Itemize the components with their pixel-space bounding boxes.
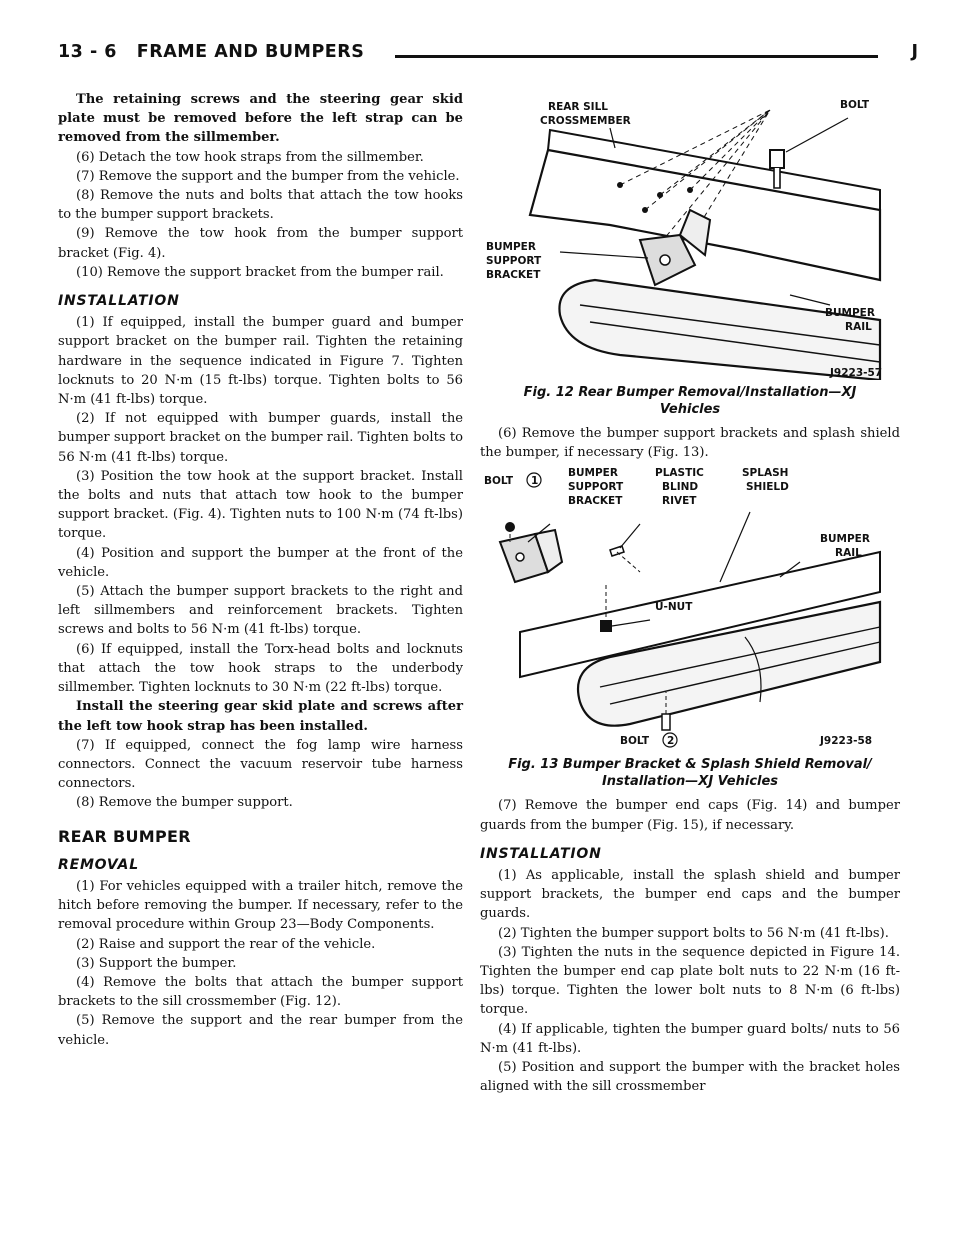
figure-13-caption-line-1: Fig. 13 Bumper Bracket & Splash Shield Removal/: [508, 757, 872, 773]
fig12-label-bracket-1: BUMPER: [486, 241, 536, 253]
fig12-label-rail-2: RAIL: [845, 321, 872, 333]
section-title: FRAME AND BUMPERS: [136, 42, 365, 62]
paragraph: (2) Raise and support the rear of the vehicle.: [76, 936, 376, 952]
paragraph: (4) Remove the bolts that attach the bumper support brackets to the sill crossmember (Fig. 12).: [58, 974, 463, 1010]
figure-12-caption-line-2: Vehicles: [659, 402, 721, 417]
figure-12-caption: [480, 384, 900, 418]
page-header-title: [58, 42, 364, 62]
fig13-label-bracket-3: BRACKET: [568, 495, 623, 508]
bold-note: The retaining screws and the steering gear skid plate must be removed before the left strap can be removed from the sillmember.: [58, 92, 463, 146]
fig13-label-bolt-1: BOLT: [484, 475, 514, 488]
section-heading: INSTALLATION: [480, 845, 602, 862]
fig12-code: J9223-57: [830, 367, 883, 379]
paragraph: (6) Detach the tow hook straps from the sillmember.: [76, 149, 424, 165]
figure-13-caption: [480, 756, 900, 790]
fig12-label-bolt: BOLT: [840, 99, 870, 111]
paragraph: (6) If equipped, install the Torx-head bolts and locknuts that attach the tow hook straps to the underbody sillmember. Tighten locknuts to 30 N·m (22 ft-lbs) torque.: [58, 641, 463, 696]
fig13-label-n2: 2: [667, 735, 675, 748]
figure-12-illustration: [480, 90, 900, 380]
paragraph: (7) Remove the support and the bumper from the vehicle.: [76, 168, 460, 184]
bold-note: Install the steering gear skid plate and screws after the left tow hook strap has been installed.: [58, 699, 463, 734]
fig13-label-rivet-1: PLASTIC: [655, 467, 704, 480]
figure-12-caption-line-1: Fig. 12 Rear Bumper Removal/Installation—XJ: [523, 385, 857, 400]
fig13-label-rail-1: BUMPER: [820, 533, 870, 546]
paragraph: (4) Position and support the bumper at the front of the vehicle.: [58, 545, 463, 580]
header-rule: [395, 55, 878, 58]
fig13-label-rail-2: RAIL: [835, 547, 862, 560]
fig12-label-rail-1: BUMPER: [825, 307, 875, 319]
fig13-label-unut: U-NUT: [655, 601, 693, 614]
fig13-label-rivet-3: RIVET: [662, 495, 697, 508]
paragraph: (7) Remove the bumper end caps (Fig. 14) and bumper guards from the bumper (Fig. 15), if necessary.: [480, 798, 900, 833]
right-column: [480, 90, 900, 1096]
paragraph: (5) Attach the bumper support brackets to the right and left sillmembers and reinforcement brackets. Tighten screws and bolts to 56 N·m (41 ft-lbs) torque.: [58, 584, 463, 638]
paragraph: (3) Support the bumper.: [76, 955, 237, 971]
rivet-icon: [610, 546, 624, 556]
paragraph: (1) As applicable, install the splash shield and bumper support brackets, the bumper end caps and the bumper guards.: [480, 868, 900, 922]
fig13-label-n1: 1: [531, 475, 539, 488]
fig13-label-shield-1: SPLASH: [742, 467, 789, 480]
paragraph: (3) Position the tow hook at the support bracket. Install the bolts and nuts that attach tow hook to the bumper support bracket. (Fig. 4). Tighten nuts to 100 N·m (74 ft-lbs) torque.: [58, 468, 463, 542]
fig13-label-shield-2: SHIELD: [746, 481, 789, 494]
paragraph: (10) Remove the support bracket from the bumper rail.: [76, 264, 444, 280]
paragraph: (7) If equipped, connect the fog lamp wire harness connectors. Connect the vacuum reservoir tube harness connectors.: [58, 737, 463, 792]
figure-13-caption-line-2: Installation—XJ Vehicles: [601, 774, 779, 790]
figure-12: [480, 90, 900, 418]
paragraph: (8) Remove the nuts and bolts that attach the tow hooks to the bumper support brackets.: [58, 188, 463, 223]
page-header: [58, 38, 918, 72]
right-bottom-text: [480, 796, 900, 1096]
paragraph: (2) Tighten the bumper support bolts to 56 N·m (41 ft-lbs).: [498, 925, 889, 941]
header-mark: J: [911, 42, 918, 62]
left-column: [58, 90, 463, 1050]
paragraph: (9) Remove the tow hook from the bumper support bracket (Fig. 4).: [58, 226, 463, 261]
bolt-icon: [770, 150, 784, 188]
fig12-label-crossmember-1: REAR SILL: [548, 101, 608, 113]
paragraph: (1) For vehicles equipped with a trailer hitch, remove the hitch before removing the bumper. If necessary, refer to the removal procedure within Group 23—Body Components.: [58, 878, 463, 933]
paragraph: (2) If not equipped with bumper guards, install the bumper support bracket on the bumper rail. Tighten bolts to 56 N·m (41 ft-lbs) torque.: [58, 411, 463, 465]
figure-13: [480, 462, 900, 790]
fig13-label-bracket-1: BUMPER: [568, 467, 618, 480]
paragraph: (6) Remove the bumper support brackets and splash shield the bumper, if necessary (Fig. 13).: [480, 426, 900, 461]
fig12-label-bracket-2: SUPPORT: [486, 255, 542, 267]
fig12-label-bracket-3: BRACKET: [486, 269, 541, 281]
fig13-label-rivet-2: BLIND: [662, 481, 699, 494]
page-number: 13 - 6: [58, 42, 117, 62]
paragraph: (1) If equipped, install the bumper guard and bumper support bracket on the bumper rail. Tighten the retaining hardware in the sequence indicated in Figure 7. Tighten locknuts to 20 N·m (15 ft-lbs) torque. Tighten bolts to 56 N·m (41 ft-lbs) torque.: [58, 315, 463, 408]
section-heading: INSTALLATION: [58, 293, 180, 310]
paragraph: (8) Remove the bumper support.: [76, 795, 293, 811]
fig13-code: J9223-58: [820, 735, 873, 748]
fig12-label-crossmember-2: CROSSMEMBER: [540, 115, 631, 127]
fig13-label-bracket-2: SUPPORT: [568, 481, 624, 494]
figure-13-illustration: [480, 462, 900, 752]
paragraph: (3) Tighten the nuts in the sequence depicted in Figure 14. Tighten the bumper end cap plate bolt nuts to 22 N·m (16 ft-lbs) torque. Tighten the lower bolt nuts to 8 N·m (6 ft-lbs) torque.: [480, 944, 900, 1018]
paragraph: (4) If applicable, tighten the bumper guard bolts/ nuts to 56 N·m (41 ft-lbs).: [480, 1021, 900, 1056]
fig13-label-bolt-2: BOLT: [620, 735, 650, 748]
paragraph: (5) Remove the support and the rear bumper from the vehicle.: [58, 1013, 463, 1048]
right-mid-text: [480, 424, 900, 462]
section-heading: REMOVAL: [58, 856, 139, 873]
paragraph: (5) Position and support the bumper with the bracket holes aligned with the sill crossmember: [480, 1060, 900, 1095]
bolt-2-icon: [662, 714, 670, 730]
section-title: REAR BUMPER: [58, 826, 191, 846]
